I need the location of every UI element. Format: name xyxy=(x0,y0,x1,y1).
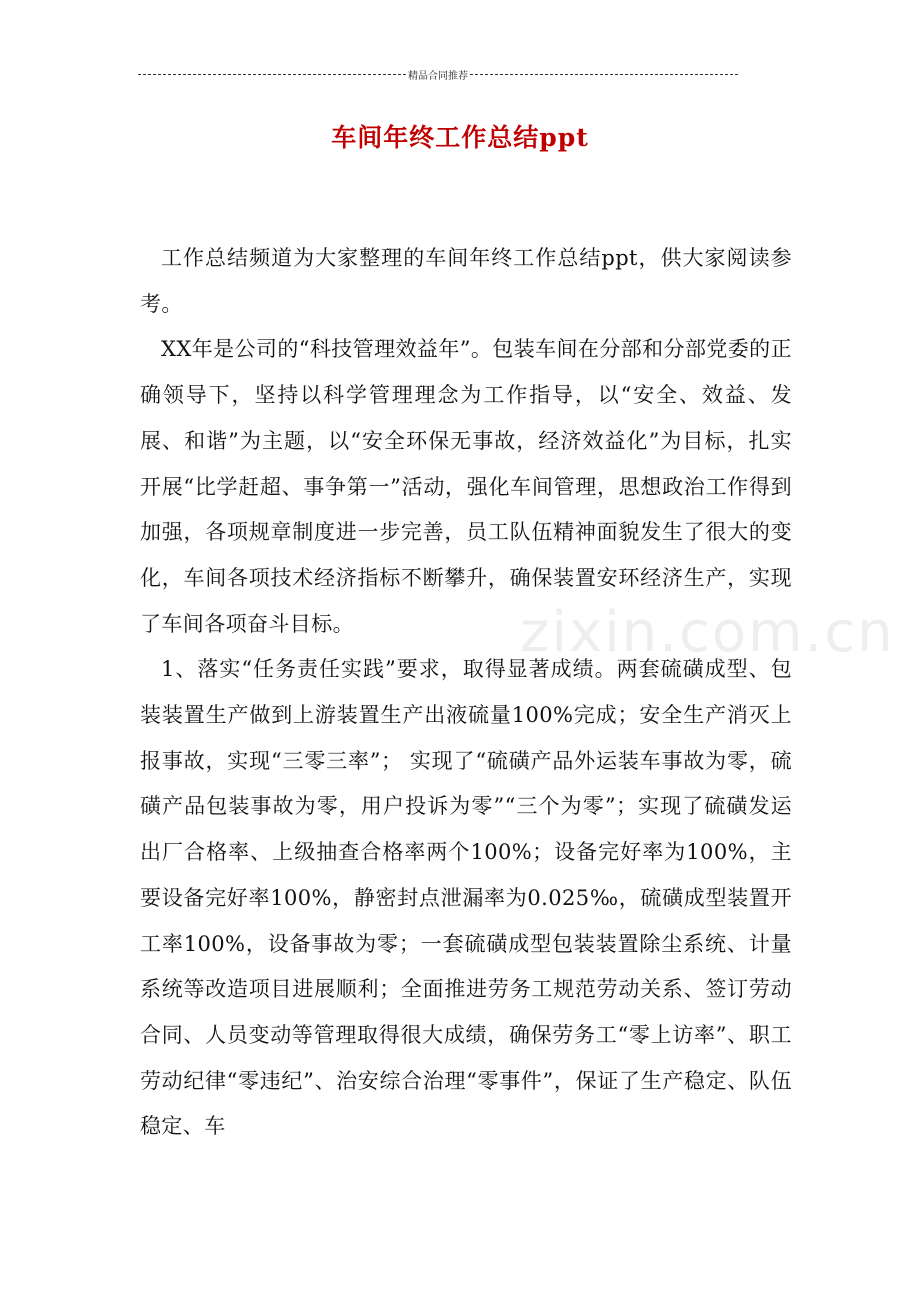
header-dash-left xyxy=(138,74,406,75)
header-dash-right xyxy=(470,74,738,75)
header-label: 精品合同推荐 xyxy=(408,70,468,82)
paragraph-item-1: 1、落实“任务责任实践”要求，取得显著成绩。两套硫磺成型、包装装置生产做到上游装置生产出液硫量100%完成；安全生产消灭上报事故，实现“三零三率”； 实现了“硫磺产品外运装车事故为零，硫磺产品包装事故为零，用户投诉为零”“三个为零”；实现了硫磺发运出厂合格率、上级抽查合格率两个100%；设备完好率为100%，主要设备完好率100%，静密封点泄漏率为0.025‰，硫磺成型装置开工率100%，设备事故为零；一套硫磺成型包装装置除尘系统、计量系统等改造项目进展顺利；全面推进劳务工规范劳动关系、签订劳动合同、人员变动等管理取得很大成绩，确保劳务工“零上访率”、职工劳动纪律“零违纪”、治安综合治理“零事件”，保证了生产稳定、队伍稳定、车 xyxy=(140,657,792,1139)
page-header xyxy=(138,66,738,82)
paragraph-intro: 工作总结频道为大家整理的车间年终工作总结ppt，供大家阅读参考。 xyxy=(140,246,792,316)
document-title: 车间年终工作总结ppt xyxy=(331,123,589,152)
document-body xyxy=(140,236,792,1150)
watermark: zixin.com.cn xyxy=(520,600,895,665)
paragraph-overview: XX年是公司的“科技管理效益年”。包装车间在分部和分部党委的正确领导下，坚持以科学管理理念为工作指导，以“安全、效益、发展、和谐”为主题，以“安全环保无事故，经济效益化”为目标，扎实开展“比学赶超、事争第一”活动，强化车间管理，思想政治工作得到加强，各项规章制度进一步完善，员工队伍精神面貌发生了很大的变化，车间各项技术经济指标不断攀升，确保装置安环经济生产，实现了车间各项奋斗目标。 xyxy=(140,337,792,636)
